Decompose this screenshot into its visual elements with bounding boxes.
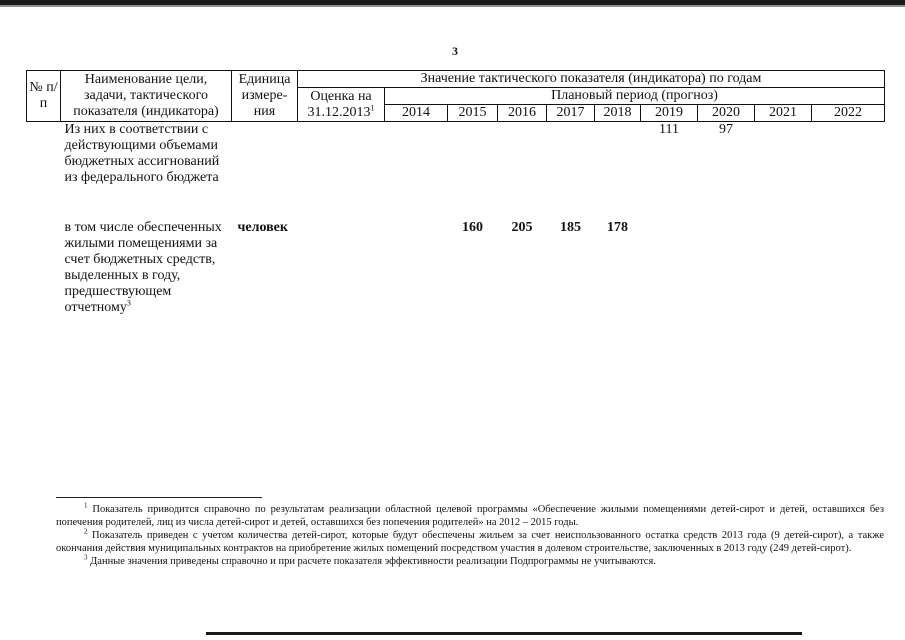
footnote-separator: [56, 497, 262, 498]
row-value-2017: 185: [560, 220, 581, 235]
header-estimate-text: Оценка на 31.12.2013: [307, 88, 372, 120]
header-estimate-note: 1: [370, 102, 375, 112]
row-value-2021: [755, 122, 812, 221]
footnote-mark: 3: [84, 553, 88, 562]
header-year-2017: 2017: [547, 105, 595, 122]
row-value-2019: [641, 220, 698, 340]
header-year-2022: 2022: [812, 105, 885, 122]
row-value-2018: 178: [607, 220, 628, 235]
row-estimate: [298, 220, 385, 340]
row-value-2021: [755, 220, 812, 340]
row-value-2015: 160: [462, 220, 483, 235]
scan-border-top-shadow: [0, 5, 905, 7]
header-year-2021: 2021: [755, 105, 812, 122]
page-number: 3: [452, 44, 458, 58]
row-estimate: [298, 122, 385, 221]
row-value-2017: [547, 122, 595, 221]
row-value-2014: [385, 122, 448, 221]
row-value-2022: [812, 122, 885, 221]
footnotes: [56, 503, 884, 568]
header-num: № п/п: [27, 71, 61, 122]
header-name: Наименование цели, задачи, тактического показателя (индикатора): [61, 71, 232, 122]
row-name-note: 3: [126, 298, 131, 308]
header-estimate: [298, 88, 385, 122]
header-unit: Единица измере-ния: [232, 71, 298, 122]
footnote-mark: 2: [84, 527, 88, 536]
footnote-text: Данные значения приведены справочно и при расчете показателя эффективности реализации Подпрограммы не учитываются.: [90, 556, 656, 567]
table-row: [27, 122, 885, 221]
header-plan-period: Плановый период (прогноз): [385, 88, 885, 105]
row-value-2016: [498, 122, 547, 221]
row-num: [27, 220, 61, 340]
indicators-table: [26, 70, 885, 340]
row-unit: человек: [237, 220, 288, 235]
row-name-text: Из них в соответствии с действующими объемами бюджетных ассигнований из федерального бюджета: [64, 122, 220, 185]
row-value-2020: [698, 220, 755, 340]
footnote-mark: 1: [84, 501, 88, 510]
header-year-2014: 2014: [385, 105, 448, 122]
row-num: [27, 122, 61, 221]
header-year-2018: 2018: [595, 105, 641, 122]
row-unit: [232, 122, 298, 221]
footnote-3: [56, 555, 884, 568]
row-value-2022: [812, 220, 885, 340]
row-value-2019: 111: [659, 122, 679, 137]
footnote-text: Показатель приведен с учетом количества детей-сирот, которые будут обеспечены жильем за счет неиспользованного остатка средств 2013 года (9 детей-сирот), а также окончания действия муниципальных контрактов на приобретение жилых помещений посредством участия в долевом строительстве, заключенных в 2013 году (249 детей-сирот).: [56, 530, 884, 554]
row-value-2016: 205: [511, 220, 533, 235]
footnote-2: [56, 529, 884, 555]
footnote-text: Показатель приводится справочно по результатам реализации областной целевой программы «Обеспечение жилыми помещениями детей-сирот и детей, оставшихся без попечения родителей, лиц из числа детей-сирот и детей, оставшихся без попечения родителей» на 2012 – 2015 годы.: [56, 504, 884, 528]
header-year-2020: 2020: [698, 105, 755, 122]
header-values-group: Значение тактического показателя (индикатора) по годам: [298, 71, 885, 88]
table-row: [27, 220, 885, 340]
row-value-2014: [385, 220, 448, 340]
footnote-1: [56, 503, 884, 529]
row-name-text: в том числе обеспеченных жилыми помещениями за счет бюджетных средств, выделенных в году, предшествующем отчетному: [64, 220, 222, 315]
row-name: [61, 220, 232, 340]
header-year-2016: 2016: [498, 105, 547, 122]
row-value-2020: 97: [719, 122, 733, 137]
header-year-2019: 2019: [641, 105, 698, 122]
header-year-2015: 2015: [448, 105, 498, 122]
row-value-2015: [448, 122, 498, 221]
row-value-2018: [595, 122, 641, 221]
scan-border-bottom: [206, 632, 802, 635]
row-name: [61, 122, 232, 221]
